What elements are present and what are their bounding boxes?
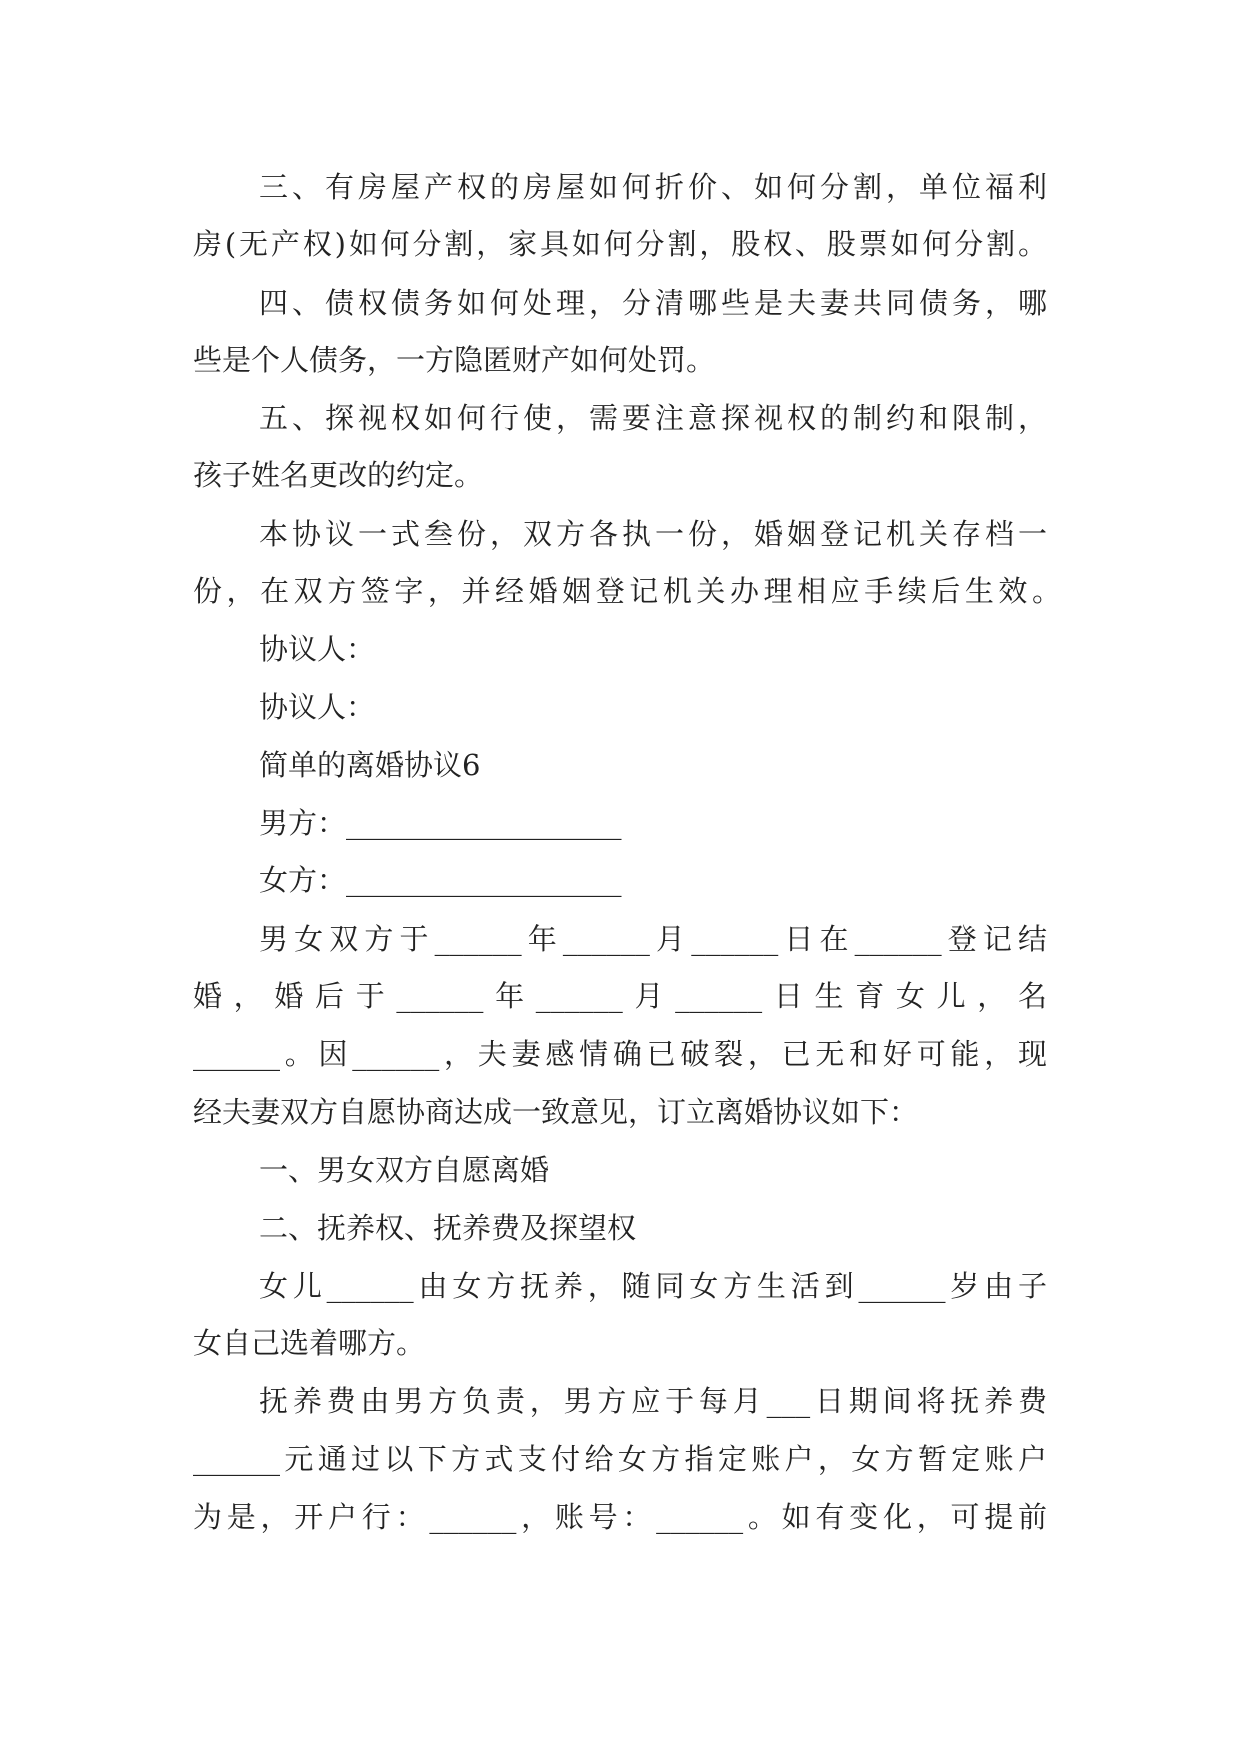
paragraph-line xyxy=(0,1323,1241,1363)
paragraph-line xyxy=(0,283,1241,323)
line-text: 房(无产权)如何分割，家具如何分割，股权、股票如何分割。 xyxy=(193,227,1047,261)
line-text: 男女双方于______年______月______日在______登记结 xyxy=(259,922,1047,956)
signatory-label xyxy=(0,687,1241,727)
paragraph-line xyxy=(0,976,1241,1016)
paragraph-line xyxy=(0,455,1241,495)
line-text: 二、抚养权、抚养费及探望权 xyxy=(259,1211,637,1245)
paragraph-line xyxy=(0,1092,1241,1132)
section-title xyxy=(0,745,1241,785)
clause-heading xyxy=(0,1150,1241,1190)
line-text: 一、男女双方自愿离婚 xyxy=(259,1153,550,1187)
signatory-label xyxy=(0,629,1241,669)
line-text: 抚养费由男方负责，男方应于每月___日期间将抚养费 xyxy=(259,1384,1047,1418)
paragraph-line xyxy=(0,398,1241,438)
paragraph-line xyxy=(0,514,1241,554)
clause-heading xyxy=(0,1208,1241,1248)
paragraph-line xyxy=(0,224,1241,264)
line-text: 婚，婚后于______年______月______日生育女儿，名 xyxy=(193,979,1047,1013)
line-text: 女方：___________________ xyxy=(259,863,622,897)
paragraph-line xyxy=(0,571,1241,611)
paragraph-line xyxy=(0,1034,1241,1074)
line-text: 简单的离婚协议6 xyxy=(259,748,481,782)
line-text: 协议人： xyxy=(259,690,376,724)
female-party-field xyxy=(0,860,1241,900)
line-text: 为是，开户行：______，账号：______。如有变化，可提前 xyxy=(193,1500,1047,1534)
line-text: 三、有房屋产权的房屋如何折价、如何分割，单位福利 xyxy=(259,170,1047,204)
line-text: ______元通过以下方式支付给女方指定账户，女方暂定账户 xyxy=(193,1442,1047,1476)
paragraph-line xyxy=(0,1266,1241,1306)
line-text: ______。因______，夫妻感情确已破裂，已无和好可能，现 xyxy=(193,1037,1047,1071)
paragraph-line xyxy=(0,167,1241,207)
male-party-field xyxy=(0,803,1241,843)
paragraph-line xyxy=(0,1439,1241,1479)
line-text: 本协议一式叁份，双方各执一份，婚姻登记机关存档一 xyxy=(259,517,1047,551)
paragraph-line xyxy=(0,1497,1241,1537)
line-text: 五、探视权如何行使，需要注意探视权的制约和限制， xyxy=(259,401,1047,435)
line-text: 些是个人债务，一方隐匿财产如何处罚。 xyxy=(193,343,716,377)
line-text: 女儿______由女方抚养，随同女方生活到______岁由子 xyxy=(259,1269,1047,1303)
paragraph-line xyxy=(0,919,1241,959)
line-text: 经夫妻双方自愿协商达成一致意见，订立离婚协议如下： xyxy=(193,1095,919,1129)
line-text: 协议人： xyxy=(259,632,376,666)
line-text: 孩子姓名更改的约定。 xyxy=(193,458,484,492)
paragraph-line xyxy=(0,340,1241,380)
paragraph-line xyxy=(0,1381,1241,1421)
line-text: 四、债权债务如何处理，分清哪些是夫妻共同债务，哪 xyxy=(259,286,1047,320)
line-text: 女自己选着哪方。 xyxy=(193,1326,426,1360)
line-text: 男方：___________________ xyxy=(259,806,622,840)
line-text: 份，在双方签字，并经婚姻登记机关办理相应手续后生效。 xyxy=(193,574,1061,608)
